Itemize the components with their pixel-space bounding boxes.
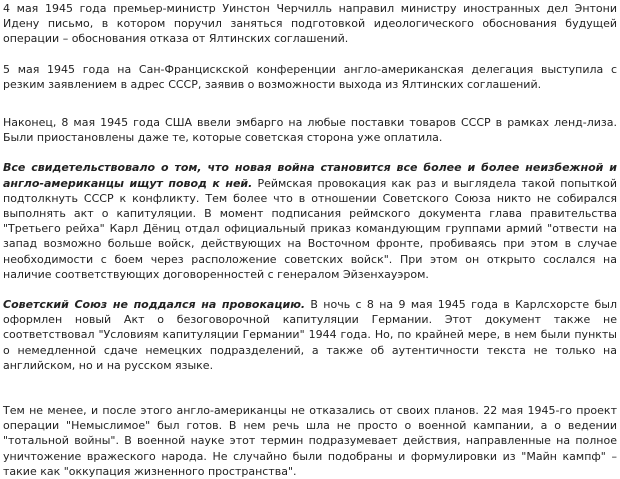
paragraph-lend-lease-embargo: Наконец, 8 мая 1945 года США ввели эмбарго на любые поставки товаров СССР в рамках ленд-лиза. Были приостановлены даже те, которые советская сторона уже оплатила. bbox=[3, 116, 617, 145]
paragraph-unthinkable-operation: Тем не менее, и после этого англо-американцы не отказались от своих планов. 22 мая 1945-го проект операции "Немыслимое" был готов. В нем речь шла не просто о военной кампании, а о ведении "тотальной войны". В военной науке этот термин подразумевает действия, направленные на полное уничтожение вражеского народа. Не случайно были подобраны и формулировки из "Майн кампф" – такие как "оккупация жизненного пространства". bbox=[3, 404, 617, 478]
emphasis-new-war: Все свидетельствовало о том, что новая война становится все более и более неизбежной и англо-американцы ищут повод к ней. bbox=[3, 161, 617, 190]
paragraph-karlshorst-act bbox=[3, 297, 617, 373]
paragraph-san-francisco-conference: 5 мая 1945 года на Сан-Францискской конференции англо-американская делегация выступила с резким заявлением в адрес СССР, заявив о возможности выхода из Ялтинских соглашений. bbox=[3, 62, 617, 91]
paragraph-reims-provocation bbox=[3, 160, 617, 282]
paragraph-churchill-letter: 4 мая 1945 года премьер-министр Уинстон Черчилль направил министру иностранных дел Энтони Идену письмо, в котором поручил заняться подготовкой идеологического обоснования будущей операции – обоснования отказа от Ялтинских соглашений. bbox=[3, 2, 617, 46]
emphasis-soviet-union: Советский Союз не поддался на провокацию. bbox=[3, 298, 306, 312]
paragraph-reims-text: Реймская провокация как раз и выглядела такой попыткой подтолкнуть СССР к конфликту. Тем более что в отношении Советского Союза никто не собирался выполнять акт о капитуляции. В момент подписания реймского документа глава правительства "Третьего рейха" Карл Дёниц отдал официальный приказ командующим группами армий "отвести на запад возможно больше войск, действующих на Восточном фронте, пробиваясь при этом в случае необходимости с боем через расположение советских войск". При этом он открыто сослался на наличие соответствующих договоренностей с генералом Эйзенхауэром. bbox=[3, 176, 617, 281]
paragraph-karlshorst-text: В ночь с 8 на 9 мая 1945 года в Карлсхорсте был оформлен новый Акт о безоговорочной капитуляции Германии. Этот документ также не соответствовал "Условиям капитуляции Германии" 1944 года. Но, по крайней мере, в нем были пункты о немедленной сдаче немецких подразделений, а также об аутентичности текста не только на английском, но и на русском языке. bbox=[3, 298, 617, 372]
